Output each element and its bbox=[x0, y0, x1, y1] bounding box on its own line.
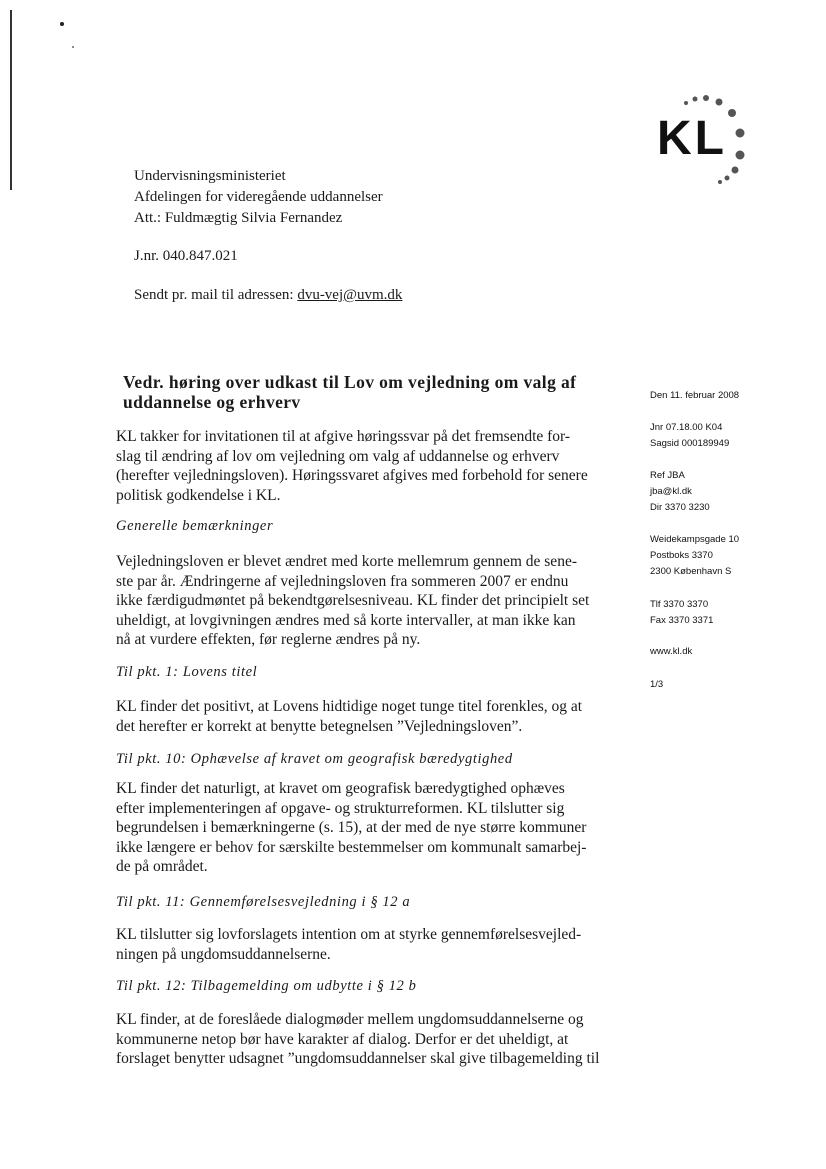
scan-speck bbox=[60, 22, 64, 26]
sent-prefix: Sendt pr. mail til adressen: bbox=[134, 287, 294, 303]
text-line: ikke længere er behov for særskilte bestemmelser om kommunalt samarbej- bbox=[116, 838, 587, 856]
text-line: KL finder det positivt, at Lovens hidtidige noget tunge titel forenkles, og at bbox=[116, 698, 583, 715]
contact-info bbox=[650, 468, 710, 516]
section-heading: Til pkt. 11: Gennemførelsesvejledning i § 12 a bbox=[116, 894, 411, 910]
text-line: slag til ændring af lov om vejledning om valg af uddannelse og erhverv bbox=[116, 447, 560, 465]
text-line: KL finder det naturligt, at kravet om geografisk bæredygtighed ophæves bbox=[116, 780, 565, 797]
text-line: uheldigt, at lovgivningen ændres med så korte intervaller, at man ikke kan bbox=[116, 611, 576, 629]
phone-info bbox=[650, 597, 713, 629]
text-line: efter implementeringen af opgave- og strukturreformen. KL tilslutter sig bbox=[116, 799, 565, 817]
section-paragraph bbox=[116, 925, 616, 964]
sidebar-web: www.kl.dk bbox=[650, 646, 693, 657]
text-line: det herefter er korrekt at benytte betegnelsen ”Vejledningsloven”. bbox=[116, 717, 523, 735]
page-number: 1/3 bbox=[650, 679, 664, 690]
postal-address bbox=[650, 532, 739, 580]
text-line: nå at vurdere effekten, før reglerne ændres på ny. bbox=[116, 631, 421, 648]
sidebar-street: Weidekampsgade 10 bbox=[650, 534, 740, 545]
sidebar-city: 2300 København S bbox=[650, 566, 732, 577]
section-heading: Til pkt. 1: Lovens titel bbox=[116, 664, 258, 680]
recipient-line: Afdelingen for videregående uddannelser bbox=[134, 189, 383, 205]
text-line: begrundelsen i bemærkningerne (s. 15), at der med de nye større kommuner bbox=[116, 819, 587, 836]
sidebar-jnr: Jnr 07.18.00 K04 bbox=[650, 422, 723, 433]
sidebar-postbox: Postboks 3370 bbox=[650, 550, 713, 561]
recipient-line: Att.: Fuldmægtig Silvia Fernandez bbox=[134, 210, 343, 226]
text-line: (herefter vejledningsloven). Høringssvaret afgives med forbehold for senere bbox=[116, 467, 588, 484]
text-line: KL finder, at de foreslåede dialogmøder mellem ungdomsuddannelserne og bbox=[116, 1011, 584, 1028]
scan-edge-line bbox=[10, 10, 12, 190]
journal-number: J.nr. 040.847.021 bbox=[134, 248, 238, 264]
scan-speck bbox=[72, 46, 74, 48]
recipient-address bbox=[134, 166, 383, 229]
section-paragraph bbox=[116, 552, 616, 650]
text-line: ningen på ungdomsuddannelserne. bbox=[116, 945, 331, 963]
text-line: KL tilslutter sig lovforslagets intention om at styrke gennemførelsesvejled- bbox=[116, 926, 582, 943]
sidebar-dir: Dir 3370 3230 bbox=[650, 502, 710, 513]
section-paragraph bbox=[116, 697, 616, 736]
text-line: kommunerne netop bør have karakter af dialog. Derfor er det uheldigt, at bbox=[116, 1030, 569, 1048]
sidebar-ref: Ref JBA bbox=[650, 470, 685, 481]
text-line: de på området. bbox=[116, 858, 208, 875]
recipient-line: Undervisningsministeriet bbox=[134, 168, 286, 184]
section-heading: Generelle bemærkninger bbox=[116, 518, 274, 534]
text-line: ikke færdigudmøntet på bekendtgørelsesniveau. KL finder det principielt set bbox=[116, 592, 590, 609]
text-line: Vejledningsloven er blevet ændret med korte mellemrum gennem de sene- bbox=[116, 553, 577, 570]
sidebar-fax: Fax 3370 3371 bbox=[650, 615, 714, 626]
text-line: politisk godkendelse i KL. bbox=[116, 486, 281, 504]
text-line: ste par år. Ændringerne af vejledningsloven fra sommeren 2007 er endnu bbox=[116, 572, 569, 590]
section-heading: Til pkt. 10: Ophævelse af kravet om geografisk bæredygtighed bbox=[116, 751, 513, 767]
sidebar-tlf: Tlf 3370 3370 bbox=[650, 599, 709, 610]
sent-by-mail-line bbox=[134, 287, 402, 304]
kl-logo bbox=[650, 85, 780, 195]
sidebar-sagsid: Sagsid 000189949 bbox=[650, 438, 730, 449]
logo-text: KL bbox=[657, 112, 727, 165]
letter-title: Vedr. høring over udkast til Lov om vejledning om valg af uddannelse og erhverv bbox=[123, 372, 577, 412]
section-paragraph bbox=[116, 779, 616, 877]
section-paragraph bbox=[116, 1010, 616, 1069]
intro-paragraph bbox=[116, 427, 616, 505]
text-line: forslaget benytter udsagnet ”ungdomsuddannelser skal give tilbagemelding til bbox=[116, 1050, 600, 1067]
text-line: KL takker for invitationen til at afgive høringssvar på det fremsendte for- bbox=[116, 428, 571, 445]
case-info bbox=[650, 420, 729, 452]
section-heading: Til pkt. 12: Tilbagemelding om udbytte i § 12 b bbox=[116, 978, 417, 994]
letter-date: Den 11. februar 2008 bbox=[650, 390, 740, 401]
recipient-email-link[interactable]: dvu-vej@uvm.dk bbox=[297, 287, 403, 303]
sidebar-email: jba@kl.dk bbox=[650, 486, 692, 497]
